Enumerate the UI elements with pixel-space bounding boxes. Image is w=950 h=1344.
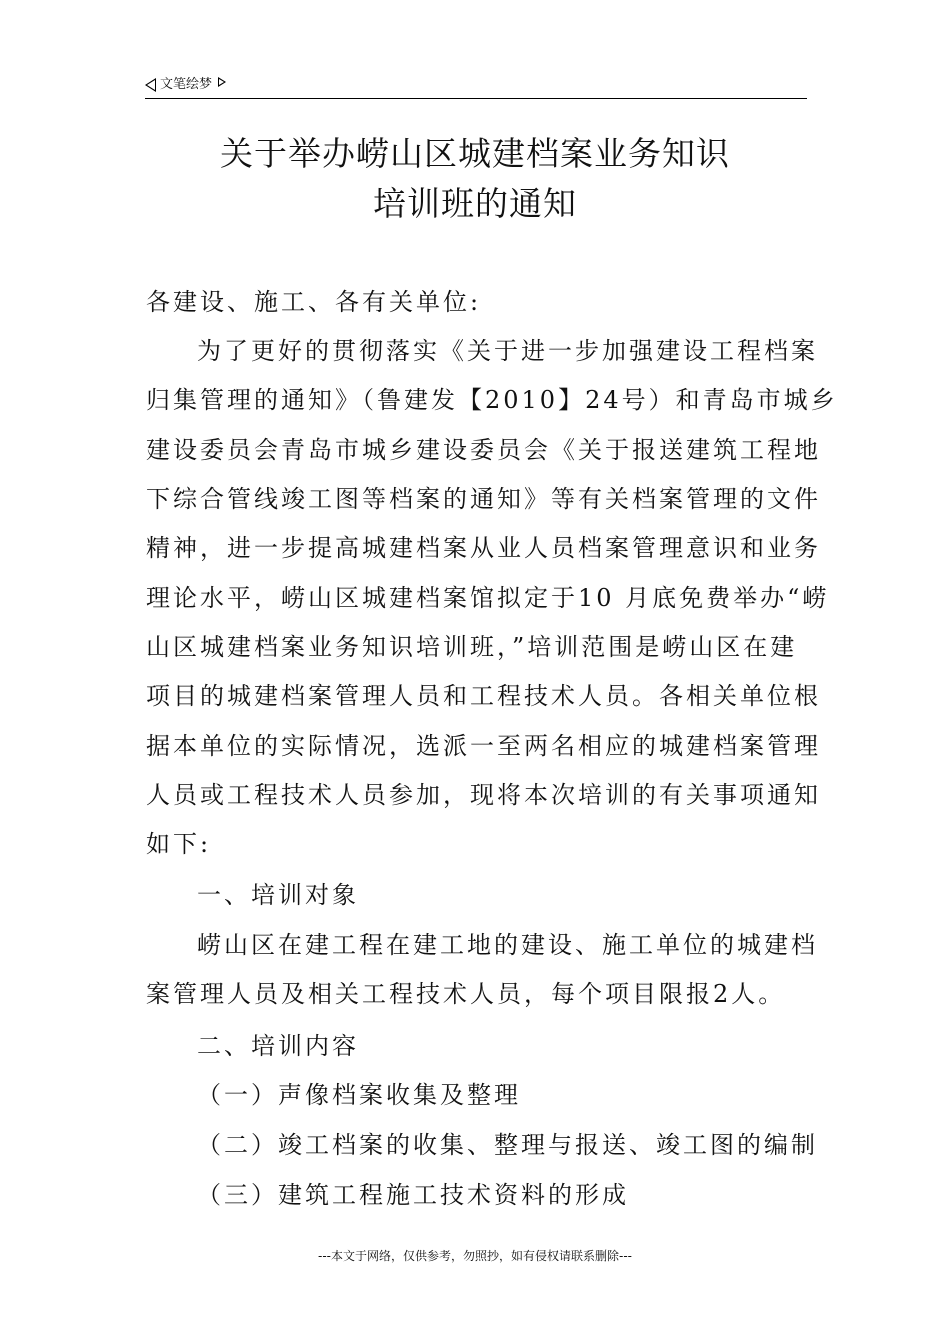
paragraph-line: 项目的城建档案管理人员和工程技术人员。各相关单位根 (146, 682, 821, 710)
paragraph-line: 人员或工程技术人员参加，现将本次培训的有关事项通知 (146, 781, 821, 809)
section-text-line: 案管理人员及相关工程技术人员，每个项目限报2人。 (146, 980, 786, 1008)
paragraph-line: 山区城建档案业务知识培训班，”培训范围是崂山区在建 (146, 633, 798, 661)
footer-disclaimer: ---本文于网络，仅供参考，勿照抄，如有侵权请联系删除--- (318, 1249, 632, 1263)
paragraph-line: 精神，进一步提高城建档案从业人员档案管理意识和业务 (146, 534, 821, 562)
content-list-item: （二）竣工档案的收集、整理与报送、竣工图的编制 (197, 1131, 818, 1159)
paragraph-line: 建设委员会青岛市城乡建设委员会《关于报送建筑工程地 (146, 436, 821, 464)
paragraph-line: 下综合管线竣工图等档案的通知》等有关档案管理的文件 (146, 485, 821, 513)
paragraph-line: 理论水平，崂山区城建档案馆拟定于10 月底免费举办“崂 (146, 584, 830, 612)
paragraph-line: 为了更好的贯彻落实《关于进一步加强建设工程档案 (197, 337, 818, 365)
section-text-line: 崂山区在建工程在建工地的建设、施工单位的城建档 (197, 931, 818, 959)
paragraph-line: 归集管理的通知》（鲁建发【2010】24号）和青岛市城乡 (146, 386, 838, 414)
salutation: 各建设、施工、各有关单位: (146, 288, 482, 316)
page-header (145, 76, 807, 99)
brand-label: 文笔绘梦 (160, 77, 213, 92)
paragraph-line: 据本单位的实际情况，选派一至两名相应的城建档案管理 (146, 732, 821, 760)
section-heading-training-content: 二、培训内容 (197, 1032, 359, 1060)
paragraph-line: 如下: (146, 830, 212, 858)
header-brand (145, 76, 226, 94)
content-list-item: （三）建筑工程施工技术资料的形成 (197, 1181, 629, 1209)
content-list-item: （一）声像档案收集及整理 (197, 1081, 521, 1109)
section-heading-training-target: 一、培训对象 (197, 881, 359, 909)
triangle-right-icon (218, 77, 226, 87)
document-title-line-1: 关于举办崂山区城建档案业务知识 (220, 134, 730, 173)
triangle-left-icon (145, 78, 156, 92)
document-title-line-2: 培训班的通知 (373, 184, 577, 223)
